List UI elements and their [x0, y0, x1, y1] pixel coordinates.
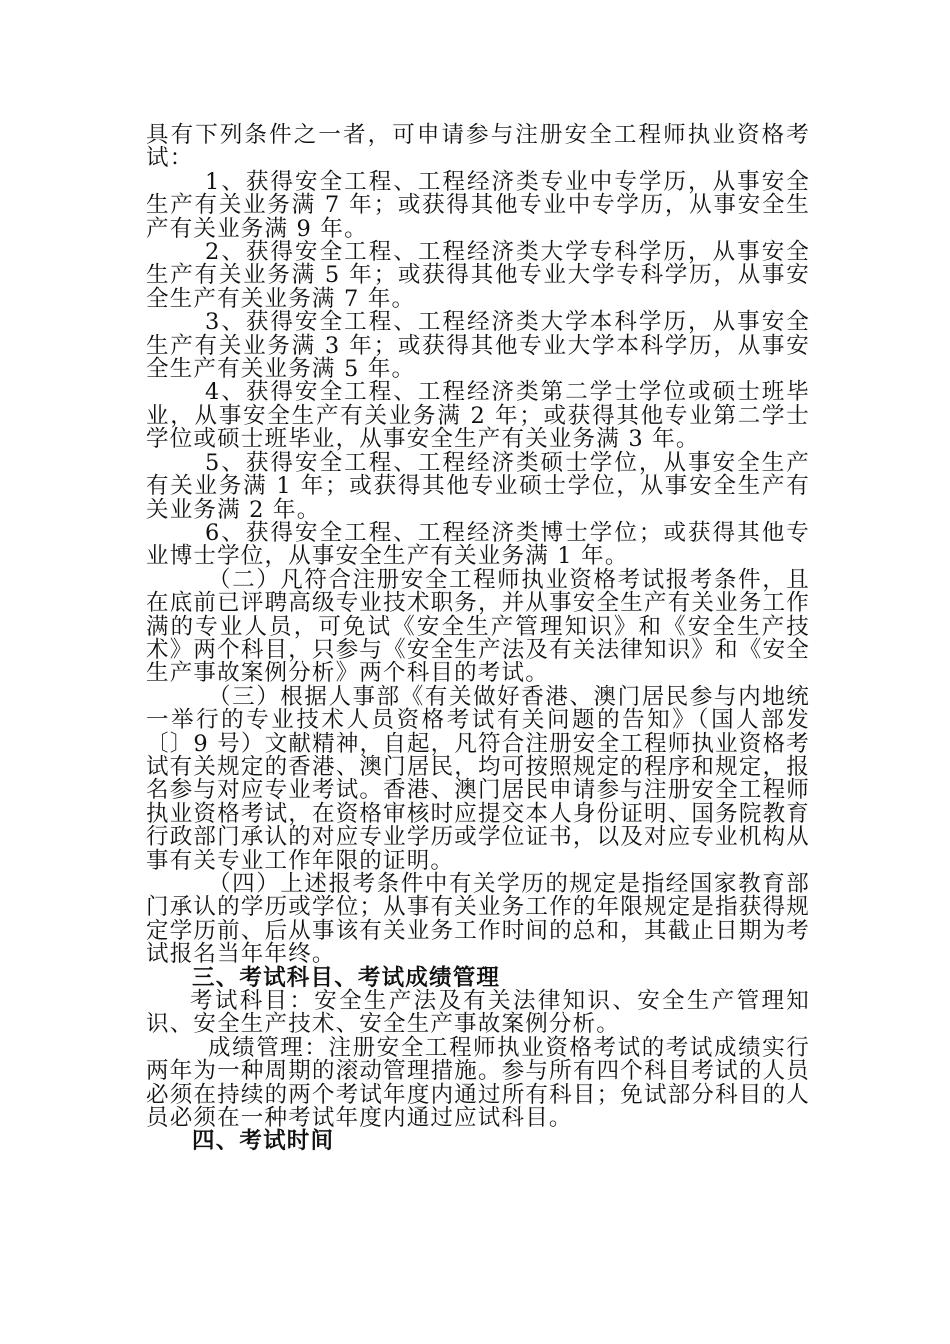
condition-item-2: 2、获得安全工程、工程经济类大学专科学历，从事安全生产有关业务满 5 年；或获得其他专业大学专科学历，从事安全生产有关业务满 7 年。: [146, 239, 810, 312]
paragraph-hk-macau: （三）根据人事部《有关做好香港、澳门居民参与内地统一举行的专业技术人员资格考试有关问题的告知》（国人部发〔〕9 号）文献精神，自起，凡符合注册安全工程师执业资格考试有关规定的香港、澳门居民，均可按照规定的程序和规定，报名参与对应专业考试。香港、澳门居民申请参与注册安全工程师执业资格考试，在资格审核时应提交本人身份证明、国务院教育行政部门承认的对应专业学历或学位证书，以及对应专业机构从事有关专业工作年限的证明。: [146, 683, 810, 874]
section-heading-subjects: 三、考试科目、考试成绩管理: [192, 964, 501, 991]
condition-item-1: 1、获得安全工程、工程经济类专业中专学历，从事安全生产有关业务满 7 年；或获得其他专业中专学历，从事安全生产有关业务满 9 年。: [146, 168, 810, 242]
condition-item-5: 5、获得安全工程、工程经济类硕士学位，从事安全生产有关业务满 1 年；或获得其他专业硕士学位，从事安全生产有关业务满 2 年。: [146, 449, 810, 523]
condition-item-4: 4、获得安全工程、工程经济类第二学士学位或硕士班毕业，从事安全生产有关业务满 2 年；或获得其他专业第二学士学位或硕士班毕业，从事安全生产有关业务满 3 年。: [146, 379, 810, 453]
condition-item-3: 3、获得安全工程、工程经济类大学本科学历，从事安全生产有关业务满 3 年；或获得其他专业大学本科学历，从事安全生产有关业务满 5 年。: [146, 309, 810, 383]
document-page: [146, 124, 810, 1154]
section-heading-exam-time: 四、考试时间: [192, 1128, 335, 1155]
intro-paragraph: 具有下列条件之一者，可申请参与注册安全工程师执业资格考试：: [146, 122, 810, 172]
paragraph-score-management: 成绩管理：注册安全工程师执业资格考试的考试成绩实行两年为一种周期的滚动管理措施。参与所有四个科目考试的人员必须在持续的两个考试年度内通过所有科目；免试部分科目的人员必须在一种考试年度内通过应试科目。: [146, 1034, 810, 1132]
paragraph-exemption: （二）凡符合注册安全工程师执业资格考试报考条件，且在底前已评聘高级专业技术职务，并从事安全生产有关业务工作满的专业人员，可免试《安全生产管理知识》和《安全生产技术》两个科目，只参与《安全生产法及有关法律知识》和《安全生产事故案例分析》两个科目的考试。: [146, 566, 810, 687]
paragraph-education-rules: （四）上述报考条件中有关学历的规定是指经国家教育部门承认的学历或学位；从事有关业务工作的年限规定是指获得规定学历前、后从事该有关业务工作时间的总和，其截止日期为考试报名当年年终。: [146, 871, 810, 968]
condition-item-6: 6、获得安全工程、工程经济类博士学位；或获得其他专业博士学位，从事安全生产有关业务满 1 年。: [146, 519, 810, 570]
paragraph-exam-subjects: 考试科目：安全生产法及有关法律知识、安全生产管理知识、安全生产技术、安全生产事故案例分析。: [146, 988, 810, 1038]
